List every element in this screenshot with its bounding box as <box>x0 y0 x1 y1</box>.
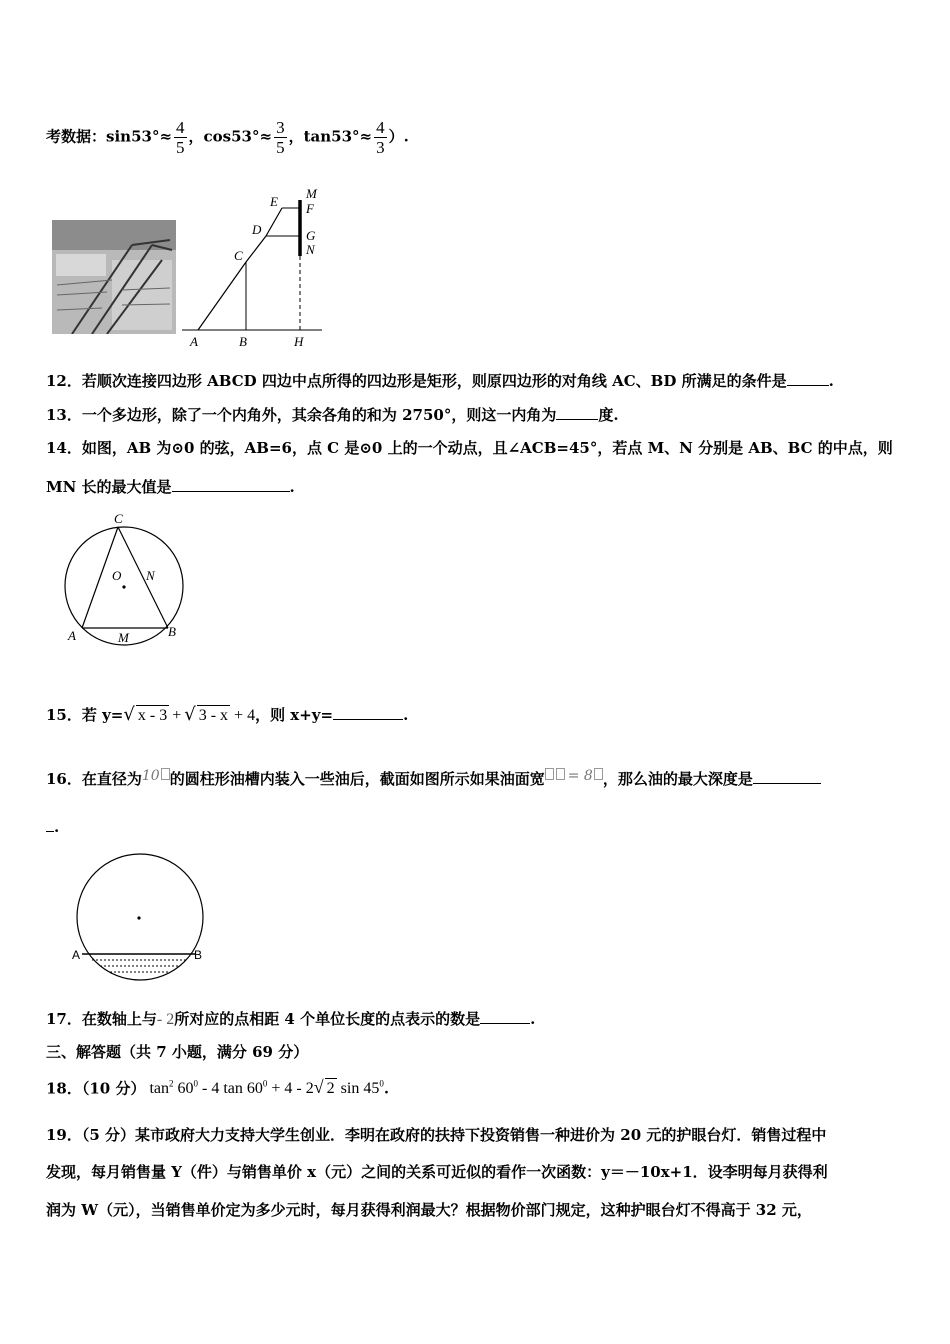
q15-rad1: x - 3 <box>137 707 168 724</box>
q16-mid: 的圆柱形油槽内装入一些油后，截面如图所示如果油面宽 <box>169 770 545 788</box>
label-b-2: B <box>168 624 176 639</box>
label-b: B <box>239 334 247 349</box>
q13-text: 13．一个多边形，除了一个内角外，其余各角的和为 2750°，则这一内角为 <box>46 406 557 424</box>
label-m-2: M <box>118 630 129 645</box>
ref-prefix: 考数据： <box>46 127 107 146</box>
label-a: A <box>190 334 198 349</box>
q13-blank[interactable] <box>556 404 598 420</box>
question-16 <box>46 766 821 789</box>
circle-triangle-svg <box>60 508 190 648</box>
radical-sign-3: √ <box>313 1077 324 1098</box>
line-ac <box>198 262 246 330</box>
label-n: N <box>306 242 315 257</box>
q18-end: . <box>383 1079 390 1098</box>
label-n-2: N <box>146 568 155 583</box>
sin-fraction <box>174 118 187 157</box>
q17-end: . <box>530 1010 536 1028</box>
label-o-2: O <box>112 568 122 583</box>
question-19-line3 <box>46 1200 812 1220</box>
sep1: ， <box>188 127 204 146</box>
label-c: C <box>234 248 243 263</box>
center-dot <box>122 585 125 588</box>
escalator-diagram-svg <box>176 180 336 352</box>
q12-blank[interactable] <box>787 370 829 386</box>
label-a-2: A <box>68 628 76 643</box>
radical-sign-1: √ <box>123 704 135 725</box>
q18-expr4: + 4 - 2 <box>267 1080 314 1098</box>
radical-sign-2: √ <box>184 704 196 725</box>
q16-diam-value: 10 <box>141 768 160 784</box>
question-19-line1 <box>46 1125 826 1145</box>
q17-prefix: 17．在数轴上与 <box>46 1010 157 1028</box>
q18-expr5: sin 45 <box>336 1080 380 1098</box>
question-15 <box>46 704 408 726</box>
q18-prefix: 18．（10 分） <box>46 1079 146 1098</box>
tan-num: 4 <box>376 118 385 137</box>
q18-expression <box>149 1077 384 1098</box>
line-cb-2 <box>118 527 168 628</box>
q19-line3-text: 润为 W（元），当销售单价定为多少元时，每月获得利润最大？根据物价部门规定，这种护眼台灯不得高于 32 元， <box>46 1201 812 1219</box>
q15-mid: ，则 x+y= <box>255 706 334 724</box>
q16-tail: ，那么油的最大深度是 <box>602 770 753 788</box>
q14-blank[interactable] <box>172 476 290 492</box>
placeholder-box-icon <box>545 768 554 780</box>
q17-blank[interactable] <box>480 1008 530 1024</box>
q14-line1-text: 14．如图，AB 为⊙0 的弦，AB=6，点 C 是⊙0 上的一个动点，且∠ACB=45°，若点 M、N 分别是 AB、BC 的中点，则 <box>46 439 893 457</box>
q18-expr1: tan <box>149 1080 170 1098</box>
placeholder-box-icon <box>594 768 603 780</box>
label-g: G <box>306 228 316 243</box>
label-m: M <box>306 186 317 201</box>
question-13 <box>46 404 619 425</box>
q19-line1-text: 19．（5 分）某市政府大力支持大学生创业．李明在政府的扶持下投资销售一种进价为 20 元的护眼台灯．销售过程中 <box>46 1126 827 1144</box>
q17-num: - 2 <box>156 1011 175 1028</box>
label-a-3: A <box>72 948 81 962</box>
label-h: H <box>294 334 304 349</box>
escalator-photo-image <box>52 220 176 334</box>
q12-end: . <box>828 372 834 390</box>
q18-deg3: 0 <box>379 1079 384 1089</box>
cos-num: 3 <box>276 118 285 137</box>
q17-text: 所对应的点相距 4 个单位长度的点表示的数是 <box>174 1010 481 1028</box>
q15-prefix: 15．若 y= <box>46 706 124 724</box>
label-b-3: B <box>194 948 203 962</box>
q18-deg: 0 <box>193 1079 199 1089</box>
tan-label: tan53°≈ <box>303 127 373 146</box>
q15-end: . <box>403 706 409 724</box>
q12-text: 12．若顺次连接四边形 ABCD 四边中点所得的四边形是矩形，则原四边形的对角线 AC、BD 所满足的条件是 <box>46 372 787 390</box>
line-cd <box>246 236 266 262</box>
q16-prefix: 16．在直径为 <box>46 770 142 788</box>
question-14-line1 <box>46 438 893 458</box>
label-c-2: C <box>114 511 123 526</box>
placeholder-box-icon <box>556 768 565 780</box>
sin-label: sin53°≈ <box>106 127 173 146</box>
tan-den: 3 <box>376 138 385 157</box>
q16-blank-cont[interactable] <box>46 816 54 832</box>
section-3-text: 三、解答题（共 7 小题，满分 69 分） <box>46 1043 309 1061</box>
sep2: ， <box>288 127 304 146</box>
q15-blank[interactable] <box>333 704 403 720</box>
q13-end: 度. <box>598 406 619 424</box>
sin-den: 5 <box>176 138 185 157</box>
q18-expr2: 60 <box>177 1080 194 1098</box>
tank-center-dot <box>137 916 140 919</box>
label-d: D <box>252 222 262 237</box>
q19-line2-text: 发现，每月销售量 Y（件）与销售单价 x（元）之间的关系可近似的看作一次函数：y＝－10x+1．设李明每月获得利 <box>46 1163 828 1181</box>
q14-end: . <box>289 478 295 496</box>
q16-eq-value: = 8 <box>567 768 593 784</box>
oil-tank-svg <box>68 852 218 988</box>
q16-line2-end: . <box>54 818 60 836</box>
label-e: E <box>270 194 278 209</box>
sin-num: 4 <box>176 118 185 137</box>
section-3-heading <box>46 1042 308 1062</box>
q16-blank[interactable] <box>753 768 821 784</box>
q15-rad2: 3 - x <box>198 707 229 724</box>
cos-den: 5 <box>276 138 285 157</box>
q18-deg2: 0 <box>262 1079 268 1089</box>
oil-tank-diagram <box>68 852 218 988</box>
q18-sq: 2 <box>169 1079 174 1089</box>
question-17 <box>46 1008 535 1030</box>
cos-label: cos53°≈ <box>203 127 273 146</box>
cos-fraction <box>274 118 287 157</box>
tan-fraction <box>374 118 387 157</box>
q18-rad: 2 <box>326 1080 335 1098</box>
escalator-photo <box>52 220 176 334</box>
label-f: F <box>306 201 314 216</box>
line-de <box>266 208 282 236</box>
q15-plus: + <box>172 707 182 724</box>
question-19-line2 <box>46 1162 828 1182</box>
question-18 <box>46 1074 389 1099</box>
reference-data-line <box>46 118 409 157</box>
placeholder-box-icon <box>161 768 170 780</box>
ref-suffix: ）. <box>388 127 409 146</box>
question-14-line2 <box>46 476 295 497</box>
q16-diam <box>142 768 170 784</box>
q18-expr3: - 4 tan 60 <box>198 1080 263 1098</box>
escalator-diagram <box>176 180 336 352</box>
question-12 <box>46 370 834 391</box>
q14-line2-text: MN 长的最大值是 <box>46 478 172 496</box>
circle-triangle-diagram <box>60 508 190 648</box>
q15-plus4: + 4 <box>234 707 256 724</box>
q16-eq <box>545 768 603 784</box>
question-16-line2 <box>46 816 59 837</box>
